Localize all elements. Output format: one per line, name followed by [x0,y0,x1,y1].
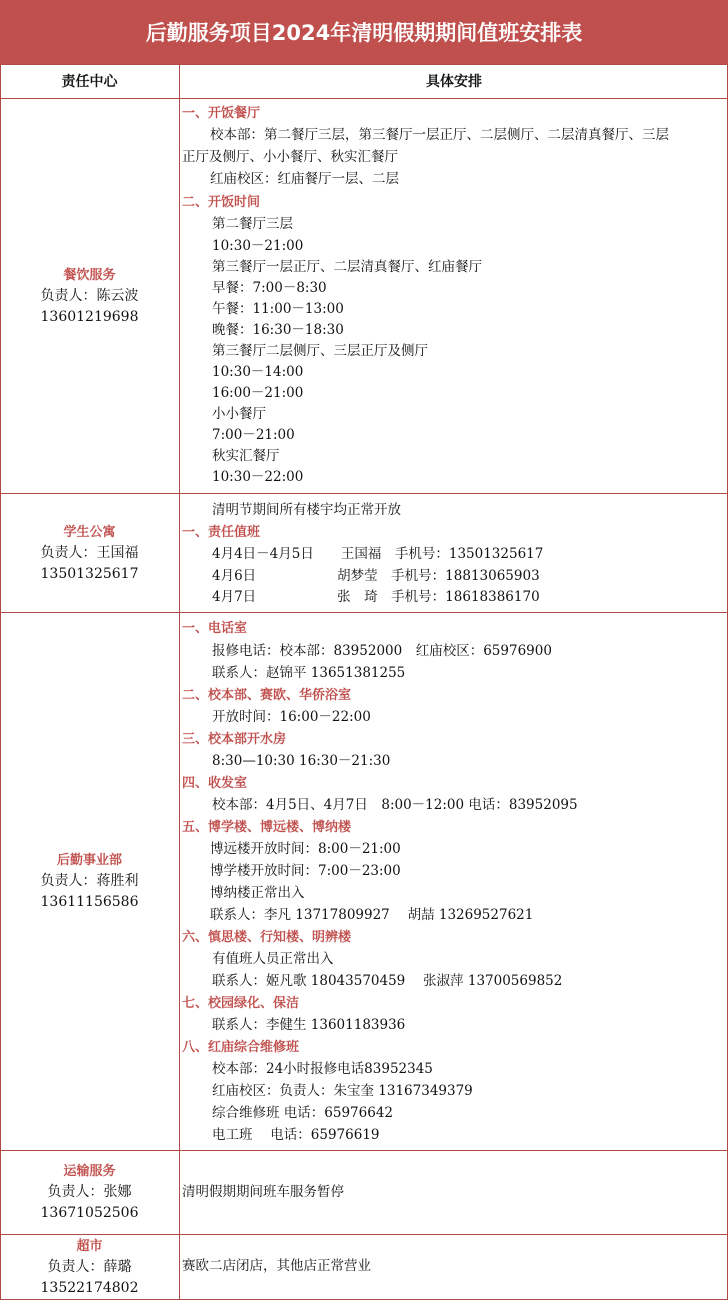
text-line: 赛欧二店闭店，其他店正常营业 [182,1258,371,1274]
dept-person: 负责人：蒋胜利 [40,873,139,889]
section-heading: 四、收发室 [182,776,248,791]
text-line: 校本部：24小时报修电话83952345 [212,1061,433,1077]
arrangement-cell-logistics [180,613,728,1150]
text-line: 报修电话：校本部：83952000 红庙校区：65976900 [212,643,552,659]
text-line: 4月4日－4月5日 王国福 手机号：13501325617 [212,546,544,562]
section-heading: 二、校本部、赛欧、华侨浴室 [182,688,352,703]
text-line: 10:30－21:00 [212,238,304,254]
section-heading: 一、责任值班 [182,525,261,540]
dept-phone: 13671052506 [40,1205,139,1221]
arrangement-cell-supermarket [180,1235,728,1299]
text-line: 小小餐厅 [212,406,266,422]
text-line: 10:30－14:00 [212,364,304,380]
text-line: 第二餐厅三层 [212,216,293,232]
dept-phone: 13501325617 [40,565,139,582]
section-heading: 二、开饭时间 [182,195,261,210]
dept-phone: 13611156586 [40,894,139,910]
text-line: 第三餐厅一层正厅、二层清真餐厅、红庙餐厅 [212,259,482,275]
text-line: 联系人：李凡 13717809927 胡喆 13269527621 [210,907,534,923]
dept-name: 后勤事业部 [56,853,122,868]
dept-phone: 13601219698 [40,308,139,325]
text-line: 开放时间：16:00－22:00 [212,709,371,725]
dept-cell-supermarket [0,1235,179,1299]
page-title: 后勤服务项目2024年清明假期期间值班安排表 [0,0,728,64]
arrangement-cell-dormitory [180,494,728,612]
section-heading: 五、博学楼、博远楼、博纳楼 [182,820,352,835]
header-arrangement: 具体安排 [426,74,482,90]
section-heading: 三、校本部开水房 [182,732,287,747]
section-heading: 八、红庙综合维修班 [182,1040,300,1055]
text-line: 正厅及侧厅、小小餐厅、秋实汇餐厅 [182,149,398,165]
text-line: 校本部：第二餐厅三层，第三餐厅一层正厅、二层侧厅、二层清真餐厅、三层 [210,127,669,143]
text-line: 4月6日 胡梦莹 手机号：18813065903 [212,568,540,584]
section-heading: 七、校园绿化、保洁 [182,996,300,1011]
text-line: 午餐：11:00－13:00 [212,301,344,317]
header-responsibility-center: 责任中心 [61,74,118,90]
text-line: 联系人：姬凡歌 18043570459 张淑萍 13700569852 [212,973,563,989]
dept-name: 餐饮服务 [63,267,116,283]
text-line: 16:00－21:00 [212,385,304,401]
text-line: 综合维修班 电话：65976642 [212,1105,394,1121]
text-line: 第三餐厅二层侧厅、三层正厅及侧厅 [212,343,428,359]
text-line: 红庙校区：红庙餐厅一层、二层 [210,171,399,187]
dept-cell-logistics [0,613,179,1150]
dept-name: 运输服务 [63,1164,116,1179]
dept-name: 学生公寓 [63,524,116,540]
dept-person: 负责人：张娜 [47,1184,132,1200]
dept-person: 负责人：陈云波 [40,287,139,304]
text-line: 联系人：赵锦平 13651381255 [212,665,406,681]
text-line: 8:30—10:30 16:30－21:30 [212,753,391,769]
arrangement-cell-catering [180,99,728,493]
schedule-table [0,64,728,1300]
dept-phone: 13522174802 [40,1279,139,1296]
text-line: 博纳楼正常出入 [210,885,305,901]
text-line: 红庙校区：负责人：朱宝奎 13167349379 [212,1083,473,1099]
dept-cell-transport [0,1151,179,1234]
text-line: 有值班人员正常出入 [212,951,334,967]
section-heading: 六、慎思楼、行知楼、明辨楼 [182,930,352,945]
dept-cell-catering [0,99,179,493]
dept-name: 超市 [76,1238,103,1254]
section-heading: 一、开饭餐厅 [182,106,261,121]
text-line: 校本部：4月5日、4月7日 8:00－12:00 电话：83952095 [212,797,578,813]
text-line: 4月7日 张 琦 手机号：18618386170 [212,589,540,605]
section-heading: 一、电话室 [182,621,248,636]
text-line: 博远楼开放时间：8:00－21:00 [210,841,401,857]
dept-person: 负责人：王国福 [40,544,139,561]
text-line: 早餐：7:00－8:30 [212,280,327,296]
text-line: 晚餐：16:30－18:30 [212,322,344,338]
text-line: 博学楼开放时间：7:00－23:00 [210,863,401,879]
text-line: 秋实汇餐厅 [212,448,280,464]
arrangement-cell-transport [180,1151,728,1234]
text-line: 电工班 电话：65976619 [212,1127,380,1143]
text-line: 10:30－22:00 [212,469,304,485]
text-line: 7:00－21:00 [212,427,295,443]
dept-cell-dormitory [0,494,179,612]
text-line: 联系人：李健生 13601183936 [212,1017,406,1033]
text-line: 清明假期期间班车服务暂停 [182,1184,344,1200]
dept-person: 负责人：薛璐 [47,1258,132,1275]
text-line: 清明节期间所有楼宇均正常开放 [212,502,401,518]
